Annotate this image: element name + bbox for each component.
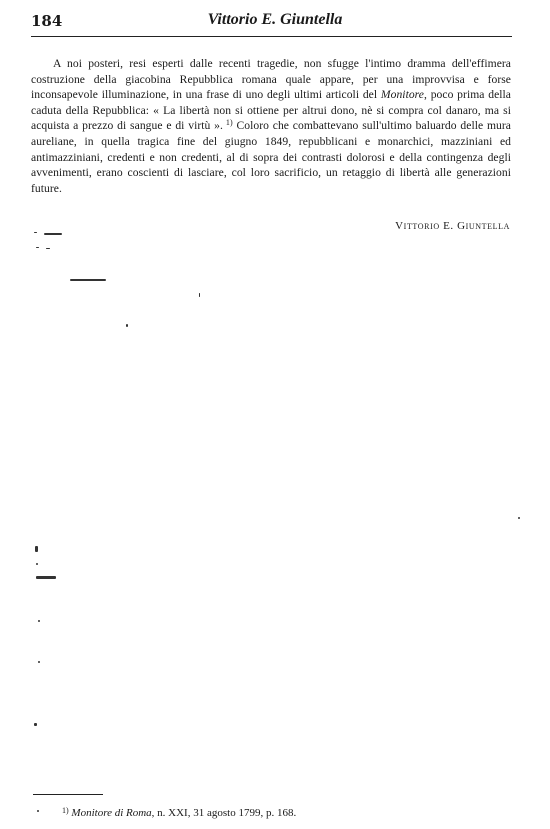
body-text bbox=[31, 56, 511, 196]
scan-speck bbox=[46, 248, 50, 249]
scan-speck bbox=[34, 232, 37, 233]
scan-speck bbox=[35, 546, 38, 552]
scan-speck bbox=[518, 517, 520, 519]
scan-speck bbox=[34, 723, 37, 726]
scan-speck bbox=[44, 233, 62, 235]
running-head: Vittorio E. Giuntella bbox=[207, 11, 343, 28]
footnote-title: Monitore di Roma bbox=[71, 807, 152, 819]
scan-speck bbox=[36, 576, 56, 579]
paragraph bbox=[31, 56, 511, 196]
scan-speck bbox=[36, 563, 38, 565]
footnote-marker: 1) bbox=[62, 806, 69, 815]
footnote-rule bbox=[33, 794, 103, 795]
text-segment: , poco prima della caduta della Repubblica: « La libertà non si ottiene per altrui dono, nè si compra col danaro, ma si acquista a prezzo di sangue e di virtù ». bbox=[31, 88, 511, 133]
scan-speck bbox=[199, 293, 200, 297]
footnote bbox=[62, 806, 296, 819]
scan-speck bbox=[70, 279, 106, 281]
footnote-ref: 1) bbox=[225, 118, 233, 128]
scan-speck bbox=[38, 661, 40, 663]
author-signature: Vittorio E. Giuntella bbox=[395, 220, 510, 232]
scan-speck bbox=[36, 247, 39, 248]
page-number: 184 bbox=[31, 12, 63, 30]
footnote-citation: , n. XXI, 31 agosto 1799, p. 168. bbox=[151, 807, 297, 819]
text-segment: A noi posteri, resi esperti dalle recenti tragedie, non sfugge l'intimo dramma dell'effimera costruzione della giacobina Repubblica romana quale appare, per una improvvisa e forse inconsapevole illuminazione, in una frase di uno degli ultimi articoli del bbox=[31, 57, 511, 102]
scan-speck bbox=[37, 810, 39, 812]
italic-title: Monitore bbox=[380, 88, 425, 102]
scan-speck bbox=[126, 324, 128, 327]
header-rule bbox=[31, 36, 512, 37]
text-segment: Coloro che combattevano sull'ultimo baluardo delle mura aureliane, in quella tragica fine del giugno 1849, repubblicani e monarchici, mazziniani ed antimazziniani, credenti e non credenti, al di sopra dei contrasti dolorosi e della contingenza degli avvenimenti, erano coscienti di lasciare, col loro sacrificio, un retaggio di libertà alle generazioni future. bbox=[31, 119, 511, 195]
scan-speck bbox=[38, 620, 40, 622]
